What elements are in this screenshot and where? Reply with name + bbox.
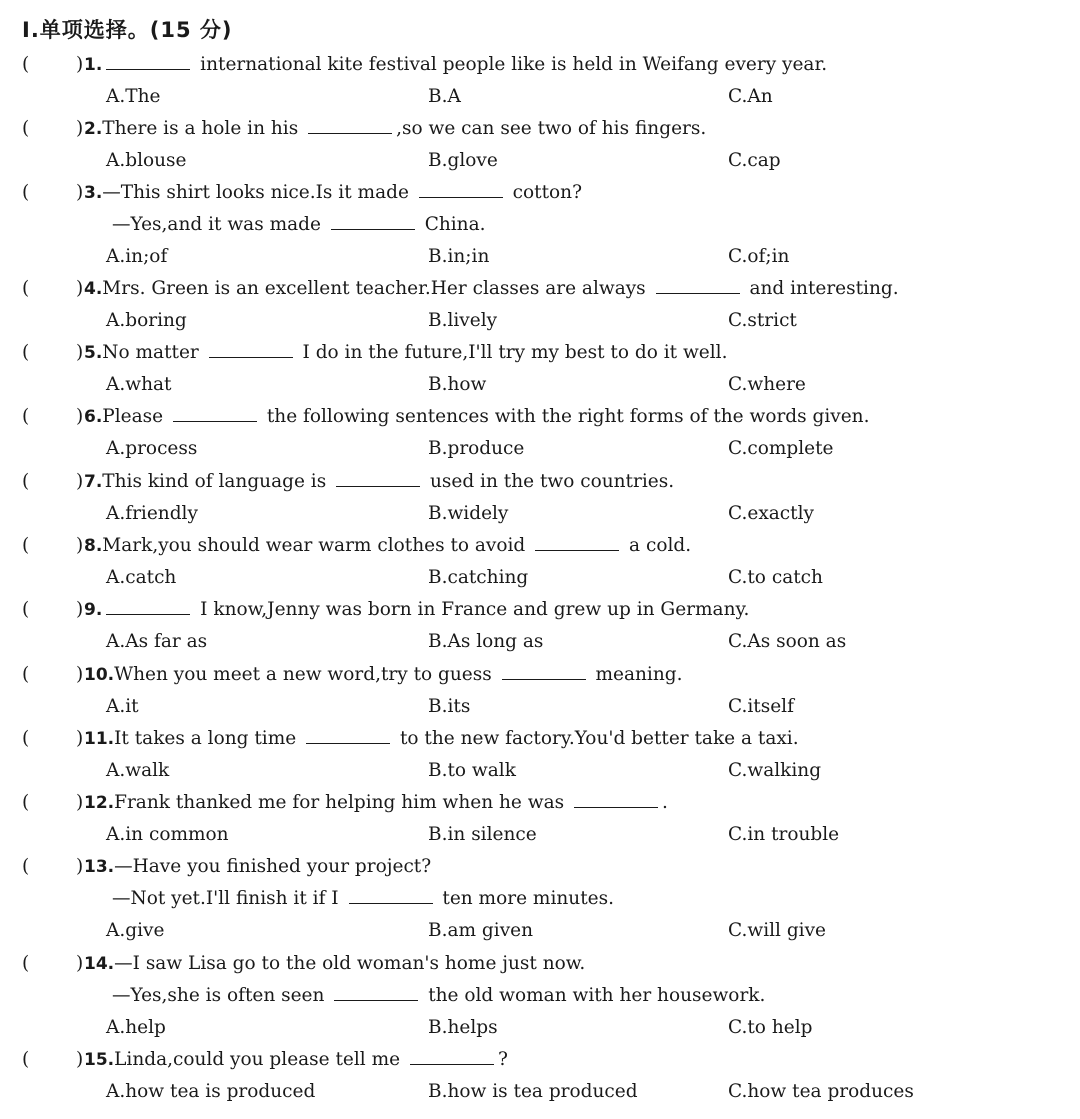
option-b: B.in silence bbox=[428, 824, 537, 845]
option-c: C.of;in bbox=[728, 246, 790, 267]
option-a: A.in common bbox=[106, 824, 229, 845]
question-number: 11. bbox=[84, 729, 115, 749]
option-a: A.As far as bbox=[106, 631, 208, 652]
stem-text-before: Frank thanked me for helping him when he was bbox=[114, 792, 571, 813]
option-b: B.catching bbox=[428, 567, 529, 588]
option-a: A.catch bbox=[106, 567, 177, 588]
option-c: C.in trouble bbox=[728, 824, 840, 845]
answer-paren-right: ) bbox=[76, 471, 84, 492]
question-stem-line bbox=[0, 530, 1080, 562]
stem-text-before: Mark,you should wear warm clothes to avoid bbox=[102, 535, 532, 556]
answer-paren-right: ) bbox=[76, 278, 84, 299]
question-stem bbox=[84, 787, 668, 819]
option-a: A.give bbox=[106, 920, 165, 941]
stem-text-before: This kind of language is bbox=[102, 471, 333, 492]
answer-paren-left: ( bbox=[22, 792, 30, 813]
question-stem bbox=[84, 273, 899, 305]
option-c: C.itself bbox=[728, 696, 794, 717]
answer-paren-left: ( bbox=[22, 342, 30, 363]
question-6 bbox=[0, 401, 1080, 465]
question-2 bbox=[0, 113, 1080, 177]
option-c: C.strict bbox=[728, 310, 797, 331]
continuation-text-before: —Yes,and it was made bbox=[112, 214, 327, 235]
options-line bbox=[0, 562, 1080, 594]
question-number: 9. bbox=[84, 600, 103, 620]
question-continuation bbox=[112, 209, 486, 241]
question-stem bbox=[84, 723, 799, 755]
options-line bbox=[0, 819, 1080, 851]
question-number: 2. bbox=[84, 119, 103, 139]
option-c: C.will give bbox=[728, 920, 827, 941]
answer-paren-right: ) bbox=[76, 182, 84, 203]
answer-blank bbox=[336, 470, 420, 487]
option-b: B.in;in bbox=[428, 246, 490, 267]
question-number: 5. bbox=[84, 343, 103, 363]
option-a: A.boring bbox=[106, 310, 187, 331]
options-line bbox=[0, 241, 1080, 273]
question-stem-line bbox=[0, 851, 1080, 883]
question-11 bbox=[0, 723, 1080, 787]
answer-blank bbox=[574, 791, 658, 808]
answer-paren-right: ) bbox=[76, 664, 84, 685]
stem-text-before: Mrs. Green is an excellent teacher.Her classes are always bbox=[102, 278, 652, 299]
answer-paren-right: ) bbox=[76, 856, 84, 877]
question-stem bbox=[84, 851, 431, 883]
question-stem bbox=[84, 948, 585, 980]
question-number: 3. bbox=[84, 183, 103, 203]
question-stem-line bbox=[0, 948, 1080, 980]
question-stem bbox=[84, 337, 727, 369]
option-b: B.produce bbox=[428, 438, 525, 459]
question-continuation-line bbox=[0, 209, 1080, 241]
option-b: B.its bbox=[428, 696, 471, 717]
answer-blank bbox=[308, 117, 392, 134]
question-continuation-line bbox=[0, 883, 1080, 915]
stem-text-after: I know,Jenny was born in France and grew up in Germany. bbox=[194, 599, 750, 620]
option-c: C.how tea produces bbox=[728, 1081, 914, 1102]
option-b: B.helps bbox=[428, 1017, 498, 1038]
answer-blank bbox=[173, 405, 257, 422]
answer-paren-left: ( bbox=[22, 953, 30, 974]
answer-paren-right: ) bbox=[76, 1049, 84, 1070]
question-stem-line bbox=[0, 273, 1080, 305]
question-continuation bbox=[112, 883, 614, 915]
continuation-text-after: the old woman with her housework. bbox=[422, 985, 766, 1006]
answer-blank bbox=[656, 277, 740, 294]
stem-text-before: When you meet a new word,try to guess bbox=[114, 664, 498, 685]
stem-text-before: No matter bbox=[102, 342, 205, 363]
answer-paren-left: ( bbox=[22, 406, 30, 427]
option-a: A.what bbox=[106, 374, 172, 395]
question-stem-line bbox=[0, 594, 1080, 626]
stem-text-after: . bbox=[662, 792, 668, 813]
answer-blank bbox=[349, 887, 433, 904]
continuation-text-after: China. bbox=[418, 214, 486, 235]
question-number: 7. bbox=[84, 472, 103, 492]
question-continuation bbox=[112, 980, 765, 1012]
answer-paren-right: ) bbox=[76, 535, 84, 556]
answer-blank bbox=[410, 1048, 494, 1065]
continuation-text-before: —Not yet.I'll finish it if I bbox=[112, 888, 345, 909]
options-line bbox=[0, 626, 1080, 658]
stem-text-after: the following sentences with the right forms of the words given. bbox=[260, 406, 870, 427]
stem-text-before: It takes a long time bbox=[114, 728, 303, 749]
stem-text-after: used in the two countries. bbox=[424, 471, 675, 492]
option-b: B.to walk bbox=[428, 760, 516, 781]
stem-text-before: There is a hole in his bbox=[102, 118, 305, 139]
question-stem-line bbox=[0, 723, 1080, 755]
question-stem-line bbox=[0, 113, 1080, 145]
option-c: C.exactly bbox=[728, 503, 814, 524]
answer-blank bbox=[535, 534, 619, 551]
answer-paren-left: ( bbox=[22, 599, 30, 620]
question-stem-line bbox=[0, 177, 1080, 209]
answer-paren-left: ( bbox=[22, 54, 30, 75]
answer-paren-right: ) bbox=[76, 54, 84, 75]
answer-paren-right: ) bbox=[76, 792, 84, 813]
question-stem bbox=[84, 659, 682, 691]
answer-blank bbox=[306, 727, 390, 744]
option-b: B.how is tea produced bbox=[428, 1081, 638, 1102]
stem-text-after: and interesting. bbox=[743, 278, 899, 299]
question-stem-line bbox=[0, 401, 1080, 433]
question-3 bbox=[0, 177, 1080, 273]
section-title: Ⅰ.单项选择。(15 分) bbox=[22, 18, 233, 42]
question-number: 14. bbox=[84, 954, 115, 974]
answer-paren-right: ) bbox=[76, 953, 84, 974]
option-a: A.walk bbox=[106, 760, 170, 781]
option-c: C.where bbox=[728, 374, 806, 395]
continuation-text-before: —Yes,she is often seen bbox=[112, 985, 331, 1006]
option-a: A.help bbox=[106, 1017, 166, 1038]
question-stem-line bbox=[0, 659, 1080, 691]
stem-text-before: —This shirt looks nice.Is it made bbox=[102, 182, 415, 203]
answer-paren-right: ) bbox=[76, 599, 84, 620]
answer-paren-left: ( bbox=[22, 118, 30, 139]
answer-paren-left: ( bbox=[22, 856, 30, 877]
option-b: B.widely bbox=[428, 503, 509, 524]
option-a: A.friendly bbox=[106, 503, 198, 524]
options-line bbox=[0, 305, 1080, 337]
stem-text-after: meaning. bbox=[589, 664, 683, 685]
answer-blank bbox=[502, 663, 586, 680]
option-c: C.to catch bbox=[728, 567, 823, 588]
question-stem-line bbox=[0, 787, 1080, 819]
stem-text-before: —Have you finished your project? bbox=[114, 856, 432, 877]
question-12 bbox=[0, 787, 1080, 851]
answer-blank bbox=[209, 341, 293, 358]
question-5 bbox=[0, 337, 1080, 401]
option-b: B.lively bbox=[428, 310, 498, 331]
option-a: A.how tea is produced bbox=[106, 1081, 316, 1102]
options-line bbox=[0, 433, 1080, 465]
stem-text-before: Linda,could you please tell me bbox=[114, 1049, 406, 1070]
stem-text-after: a cold. bbox=[623, 535, 692, 556]
question-stem-line bbox=[0, 466, 1080, 498]
answer-paren-left: ( bbox=[22, 664, 30, 685]
stem-text-after: I do in the future,I'll try my best to do it well. bbox=[296, 342, 728, 363]
question-stem bbox=[84, 177, 582, 209]
question-number: 12. bbox=[84, 793, 115, 813]
options-line bbox=[0, 369, 1080, 401]
answer-paren-right: ) bbox=[76, 118, 84, 139]
option-a: A.in;of bbox=[106, 246, 168, 267]
answer-blank bbox=[106, 598, 190, 615]
question-number: 10. bbox=[84, 665, 115, 685]
options-line bbox=[0, 145, 1080, 177]
question-stem-line bbox=[0, 49, 1080, 81]
question-number: 8. bbox=[84, 536, 103, 556]
option-b: B.how bbox=[428, 374, 487, 395]
question-4 bbox=[0, 273, 1080, 337]
answer-paren-left: ( bbox=[22, 471, 30, 492]
question-stem bbox=[84, 594, 749, 626]
option-b: B.am given bbox=[428, 920, 534, 941]
question-stem bbox=[84, 466, 674, 498]
option-b: B.A bbox=[428, 86, 461, 107]
stem-text-after: ? bbox=[497, 1049, 508, 1070]
answer-blank bbox=[106, 53, 190, 70]
stem-text-after: international kite festival people like is held in Weifang every year. bbox=[194, 54, 828, 75]
option-b: B.As long as bbox=[428, 631, 544, 652]
answer-paren-left: ( bbox=[22, 278, 30, 299]
stem-text-after: ,so we can see two of his fingers. bbox=[396, 118, 707, 139]
question-8 bbox=[0, 530, 1080, 594]
option-b: B.glove bbox=[428, 150, 498, 171]
options-line bbox=[0, 81, 1080, 113]
answer-blank bbox=[419, 181, 503, 198]
answer-paren-right: ) bbox=[76, 342, 84, 363]
option-c: C.walking bbox=[728, 760, 822, 781]
question-10 bbox=[0, 659, 1080, 723]
question-continuation-line bbox=[0, 980, 1080, 1012]
question-number: 6. bbox=[84, 407, 103, 427]
stem-text-after: cotton? bbox=[506, 182, 583, 203]
option-c: C.An bbox=[728, 86, 773, 107]
answer-blank bbox=[334, 984, 418, 1001]
options-line bbox=[0, 915, 1080, 947]
answer-paren-left: ( bbox=[22, 728, 30, 749]
answer-paren-left: ( bbox=[22, 182, 30, 203]
options-line bbox=[0, 498, 1080, 530]
question-14 bbox=[0, 948, 1080, 1044]
options-line bbox=[0, 1012, 1080, 1044]
question-15 bbox=[0, 1044, 1080, 1108]
option-c: C.complete bbox=[728, 438, 834, 459]
question-13 bbox=[0, 851, 1080, 947]
question-9 bbox=[0, 594, 1080, 658]
options-line bbox=[0, 755, 1080, 787]
question-stem bbox=[84, 113, 706, 145]
options-line bbox=[0, 691, 1080, 723]
question-number: 15. bbox=[84, 1050, 115, 1070]
question-stem-line bbox=[0, 1044, 1080, 1076]
option-c: C.As soon as bbox=[728, 631, 847, 652]
question-stem bbox=[84, 1044, 508, 1076]
stem-text-after: to the new factory.You'd better take a taxi. bbox=[394, 728, 799, 749]
answer-paren-left: ( bbox=[22, 535, 30, 556]
option-a: A.blouse bbox=[106, 150, 187, 171]
option-a: A.process bbox=[106, 438, 198, 459]
option-c: C.to help bbox=[728, 1017, 813, 1038]
question-7 bbox=[0, 466, 1080, 530]
continuation-text-after: ten more minutes. bbox=[436, 888, 614, 909]
option-c: C.cap bbox=[728, 150, 781, 171]
question-number: 1. bbox=[84, 55, 103, 75]
question-number: 13. bbox=[84, 857, 115, 877]
options-line bbox=[0, 1076, 1080, 1108]
answer-paren-left: ( bbox=[22, 1049, 30, 1070]
answer-blank bbox=[331, 213, 415, 230]
stem-text-before: —I saw Lisa go to the old woman's home just now. bbox=[114, 953, 586, 974]
question-stem bbox=[84, 401, 869, 433]
stem-text-before: Please bbox=[102, 406, 169, 427]
question-stem bbox=[84, 49, 827, 81]
answer-paren-right: ) bbox=[76, 406, 84, 427]
option-a: A.The bbox=[106, 86, 161, 107]
question-stem-line bbox=[0, 337, 1080, 369]
question-1 bbox=[0, 49, 1080, 113]
question-stem bbox=[84, 530, 691, 562]
option-a: A.it bbox=[106, 696, 139, 717]
answer-paren-right: ) bbox=[76, 728, 84, 749]
question-number: 4. bbox=[84, 279, 103, 299]
